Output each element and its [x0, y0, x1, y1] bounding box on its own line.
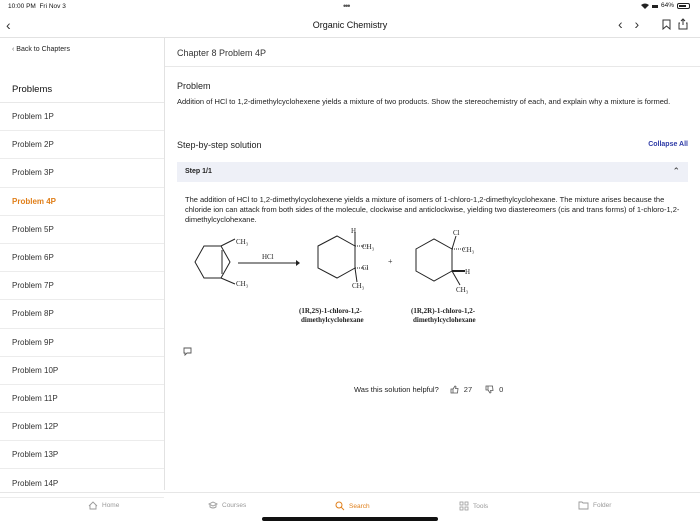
likes-count: 27	[463, 385, 473, 394]
reactant-molecule	[195, 239, 235, 284]
step-text: The addition of HCl to 1,2-dimethylcyclohexene yields a mixture of isomers of 1-chloro-1,2-dimethylcyclohexane. The mixture arises because the chloride ion can attack from both sides of the molecule, clockwise and anticlockwise, yielding two diastereomers (cis and trans forms) of 1-chloro-1,2-dimethylcyclohexane.	[185, 195, 680, 224]
back-button[interactable]: ‹	[6, 17, 11, 33]
status-bar	[0, 0, 700, 13]
tab-folder[interactable]	[578, 501, 611, 510]
ch3-label: CH₃	[236, 238, 249, 246]
tab-tools[interactable]	[459, 501, 488, 511]
nav-title: Organic Chemistry	[312, 20, 388, 30]
cl-label: Cl	[453, 229, 460, 237]
product-1-name: dimethylcyclohexane	[301, 316, 364, 324]
ch3-label: CH₃	[456, 286, 469, 294]
battery-icon	[677, 3, 690, 9]
signal-icon	[652, 3, 658, 9]
ch3-label: CH₃	[462, 246, 475, 254]
problem-item[interactable]: Problem 5P	[0, 216, 164, 244]
problems-heading: Problems	[12, 84, 53, 95]
battery-percent: 64%	[660, 2, 674, 9]
status-time: 10:00 PM Fri Nov 3	[8, 3, 66, 10]
tab-label: Tools	[473, 502, 489, 510]
search-icon	[335, 501, 345, 511]
tab-label: Courses	[222, 502, 247, 509]
collapse-all-button[interactable]: Collapse All	[648, 141, 688, 148]
multitasking-dots[interactable]: •••	[343, 1, 350, 11]
problem-item-active[interactable]: Problem 4P	[0, 188, 164, 216]
problem-item[interactable]: Problem 10P	[0, 357, 164, 385]
nav-bar	[0, 13, 700, 38]
plus-sign: +	[388, 257, 393, 266]
sidebar	[0, 38, 165, 490]
product-1-molecule	[318, 232, 368, 282]
folder-icon	[578, 501, 589, 510]
tab-search[interactable]	[335, 501, 370, 511]
chevron-left-icon: ‹	[12, 46, 17, 53]
step-header[interactable]	[177, 162, 688, 182]
divider	[165, 66, 700, 67]
ch3-label: CH₃	[362, 243, 375, 251]
courses-icon	[208, 501, 218, 510]
prev-next-arrows[interactable]: ‹ ›	[618, 16, 644, 32]
tab-label: Folder	[593, 502, 612, 509]
ch3-label: CH₃	[352, 282, 365, 290]
problem-list	[0, 103, 164, 498]
problem-item[interactable]: Problem 6P	[0, 244, 164, 272]
product-1-name: (1R,2S)-1-chloro-1,2-	[299, 307, 362, 315]
tab-courses[interactable]	[208, 501, 246, 510]
step-label: Step 1/1	[185, 168, 212, 175]
tab-label: Home	[102, 502, 120, 509]
ch3-label: CH₃	[236, 280, 249, 288]
steps-heading: Step-by-step solution	[177, 140, 262, 150]
problem-item[interactable]: Problem 1P	[0, 103, 164, 131]
problem-item[interactable]: Problem 13P	[0, 441, 164, 469]
helpful-row	[354, 385, 503, 394]
chevron-up-icon[interactable]: ⌃	[672, 166, 680, 176]
reagent-label: HCl	[262, 253, 274, 261]
thumbs-down-icon[interactable]	[485, 385, 494, 394]
home-icon	[88, 501, 98, 510]
problem-item[interactable]: Problem 2P	[0, 131, 164, 159]
problem-text: Addition of HCl to 1,2-dimethylcyclohexene yields a mixture of two products. Show the stereochemistry of each, and explain why a mixture is formed.	[177, 97, 671, 106]
wifi-icon	[641, 3, 649, 9]
back-to-chapters-link[interactable]: ‹ Back to Chapters	[12, 46, 70, 53]
problem-item[interactable]: Problem 14P	[0, 469, 164, 497]
share-icon[interactable]	[678, 18, 688, 30]
product-2-molecule	[416, 236, 465, 285]
status-right	[641, 2, 690, 9]
chapter-title: Chapter 8 Problem 4P	[177, 48, 267, 58]
tab-label: Search	[349, 502, 370, 510]
problem-item[interactable]: Problem 9P	[0, 329, 164, 357]
problem-item[interactable]: Problem 12P	[0, 413, 164, 441]
bookmark-icon[interactable]	[662, 19, 671, 30]
tab-home[interactable]	[88, 501, 119, 510]
dislikes-count: 0	[499, 385, 504, 394]
product-2-name: (1R,2R)-1-chloro-1,2-	[411, 307, 476, 315]
problem-item[interactable]: Problem 11P	[0, 385, 164, 413]
h-label: H	[465, 268, 471, 276]
problem-item[interactable]: Problem 7P	[0, 272, 164, 300]
home-indicator[interactable]	[262, 517, 438, 521]
product-2-name: dimethylcyclohexane	[413, 316, 476, 324]
problem-label: Problem	[177, 81, 211, 91]
tools-icon	[459, 501, 469, 511]
problem-item[interactable]: Problem 8P	[0, 300, 164, 328]
h-label: H	[351, 227, 357, 235]
thumbs-up-icon[interactable]	[450, 385, 459, 394]
problem-item[interactable]: Problem 3P	[0, 159, 164, 187]
comment-icon[interactable]	[183, 347, 192, 356]
cl-label: Cl	[362, 264, 369, 272]
reaction-scheme	[180, 224, 500, 329]
helpful-question: Was this solution helpful?	[354, 385, 439, 394]
